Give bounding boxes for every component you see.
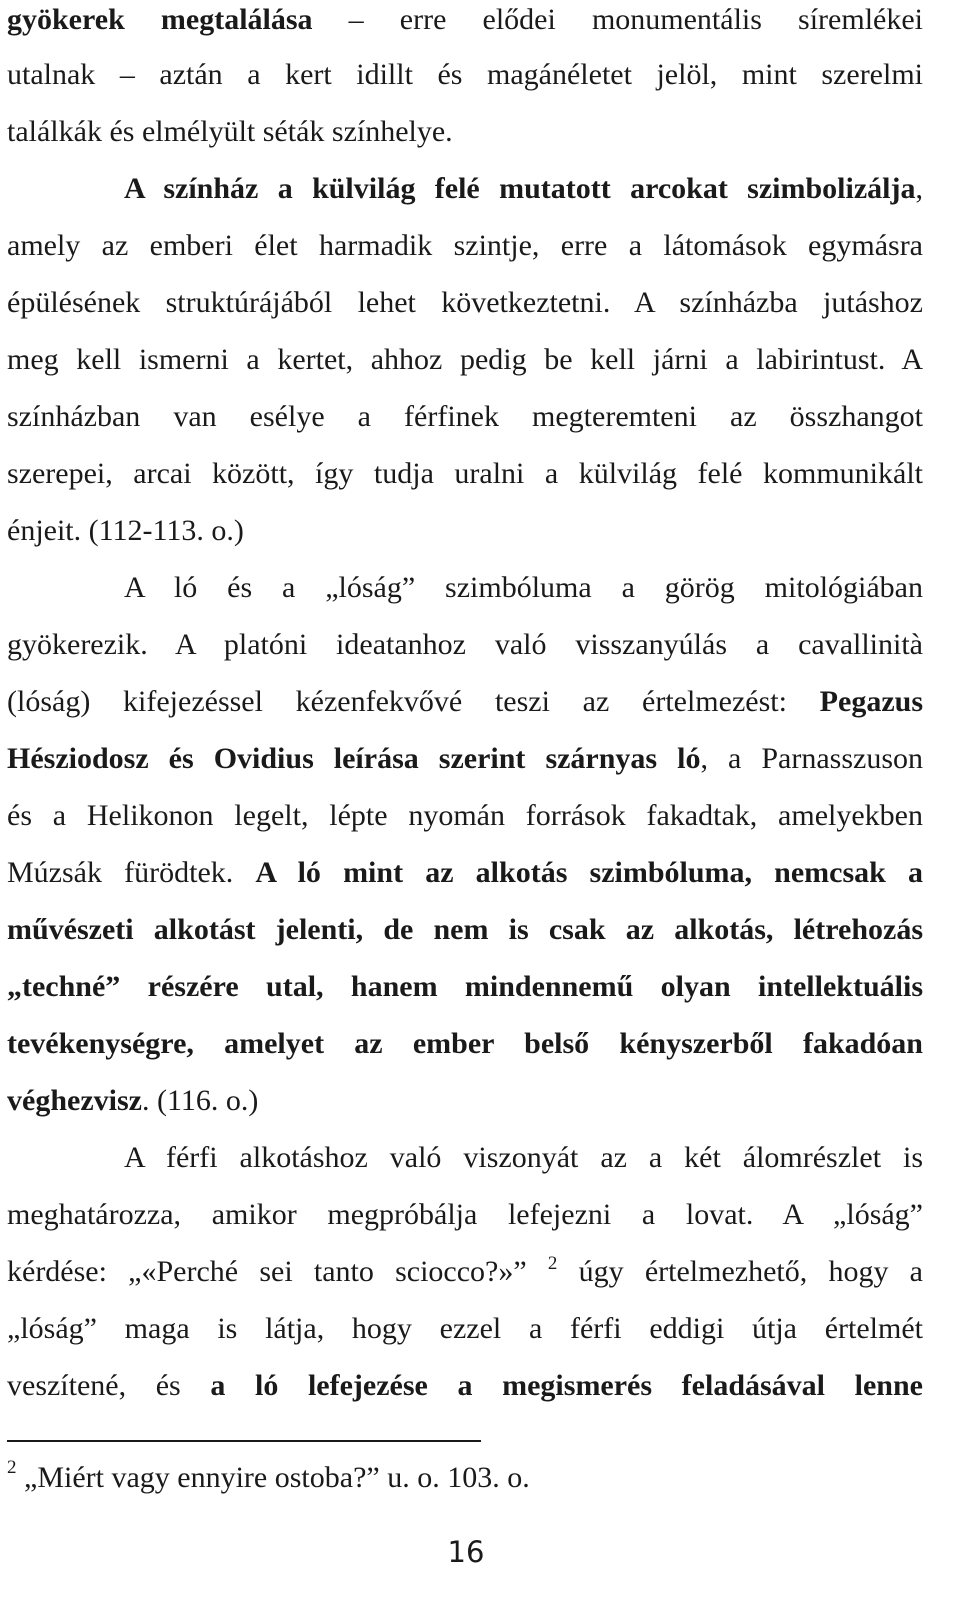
body-line-15: és a Helikonon legelt, lépte nyomán források fakadtak, amelyekben: [7, 799, 923, 832]
body-line-12: gyökerezik. A platóni ideatanhoz való visszanyúlás a cavallinità: [7, 628, 923, 661]
footnote: [7, 1458, 530, 1498]
footnote-reference: 2: [547, 1253, 558, 1274]
body-line-9: szerepei, arcai között, így tudja uralni a külvilág felé kommunikált: [7, 457, 923, 490]
body-line-23: kérdése: „«Perché sei tanto sciocco?»” $^2$ úgy értelmezhető, hogy a: [7, 1253, 923, 1288]
body-line-5: amely az emberi élet harmadik szintje, erre a látomások egymásra: [7, 229, 923, 262]
body-line-7: meg kell ismerni a kertet, ahhoz pedig be kell járni a labirintust. A: [7, 343, 923, 376]
body-line-2: utalnak – aztán a kert idillt és magánéletet jelöl, mint szerelmi: [7, 58, 923, 91]
page-number: 16: [447, 1535, 485, 1569]
footnote-text: „Miért vagy ennyire ostoba?” u. o. 103. o.: [16, 1461, 530, 1494]
body-line-1: gyökerek megtalálása – erre elődei monumentális síremlékei: [7, 3, 924, 36]
body-line-25: veszítené, és a ló lefejezése a megismerés feladásával lenne: [7, 1369, 923, 1402]
body-line-20: véghezvisz. (116. o.): [7, 1084, 259, 1117]
body-line-18: „techné” részére utal, hanem mindennemű olyan intellektuális: [7, 970, 923, 1003]
body-line-24: „lóság” maga is látja, hogy ezzel a férfi eddigi útja értelmét: [7, 1312, 923, 1345]
body-line-14: Hésziodosz és Ovidius leírása szerint szárnyas ló, a Parnasszuson: [7, 742, 924, 775]
body-line-8: színházban van esélye a férfinek megteremteni az összhangot: [7, 400, 923, 433]
body-line-3: találkák és elmélyült séták színhelye.: [7, 115, 453, 148]
body-line-22: meghatározza, amikor megpróbálja lefejezni a lovat. A „lóság”: [7, 1198, 923, 1231]
body-line-17: művészeti alkotást jelenti, de nem is csak az alkotás, létrehozás: [7, 913, 923, 946]
body-line-6: épülésének struktúrájából lehet következtetni. A színházba jutáshoz: [7, 286, 923, 319]
body-line-19: tevékenységre, amelyet az ember belső kényszerből fakadóan: [7, 1027, 923, 1060]
body-line-10: énjeit. (112-113. o.): [7, 514, 244, 547]
body-line-21: A férfi alkotáshoz való viszonyát az a két álomrészlet is: [124, 1141, 923, 1174]
footnote-separator: [7, 1440, 481, 1442]
body-line-16: Múzsák fürödtek. A ló mint az alkotás szimbóluma, nemcsak a: [7, 856, 923, 889]
body-line-11: A ló és a „lóság” szimbóluma a görög mitológiában: [124, 571, 923, 604]
body-line-4: A színház a külvilág felé mutatott arcokat szimbolizálja,: [124, 172, 923, 205]
body-line-13: (lóság) kifejezéssel kézenfekvővé teszi az értelmezést: Pegazus: [7, 685, 923, 718]
footnote-mark: 2: [7, 1457, 17, 1478]
